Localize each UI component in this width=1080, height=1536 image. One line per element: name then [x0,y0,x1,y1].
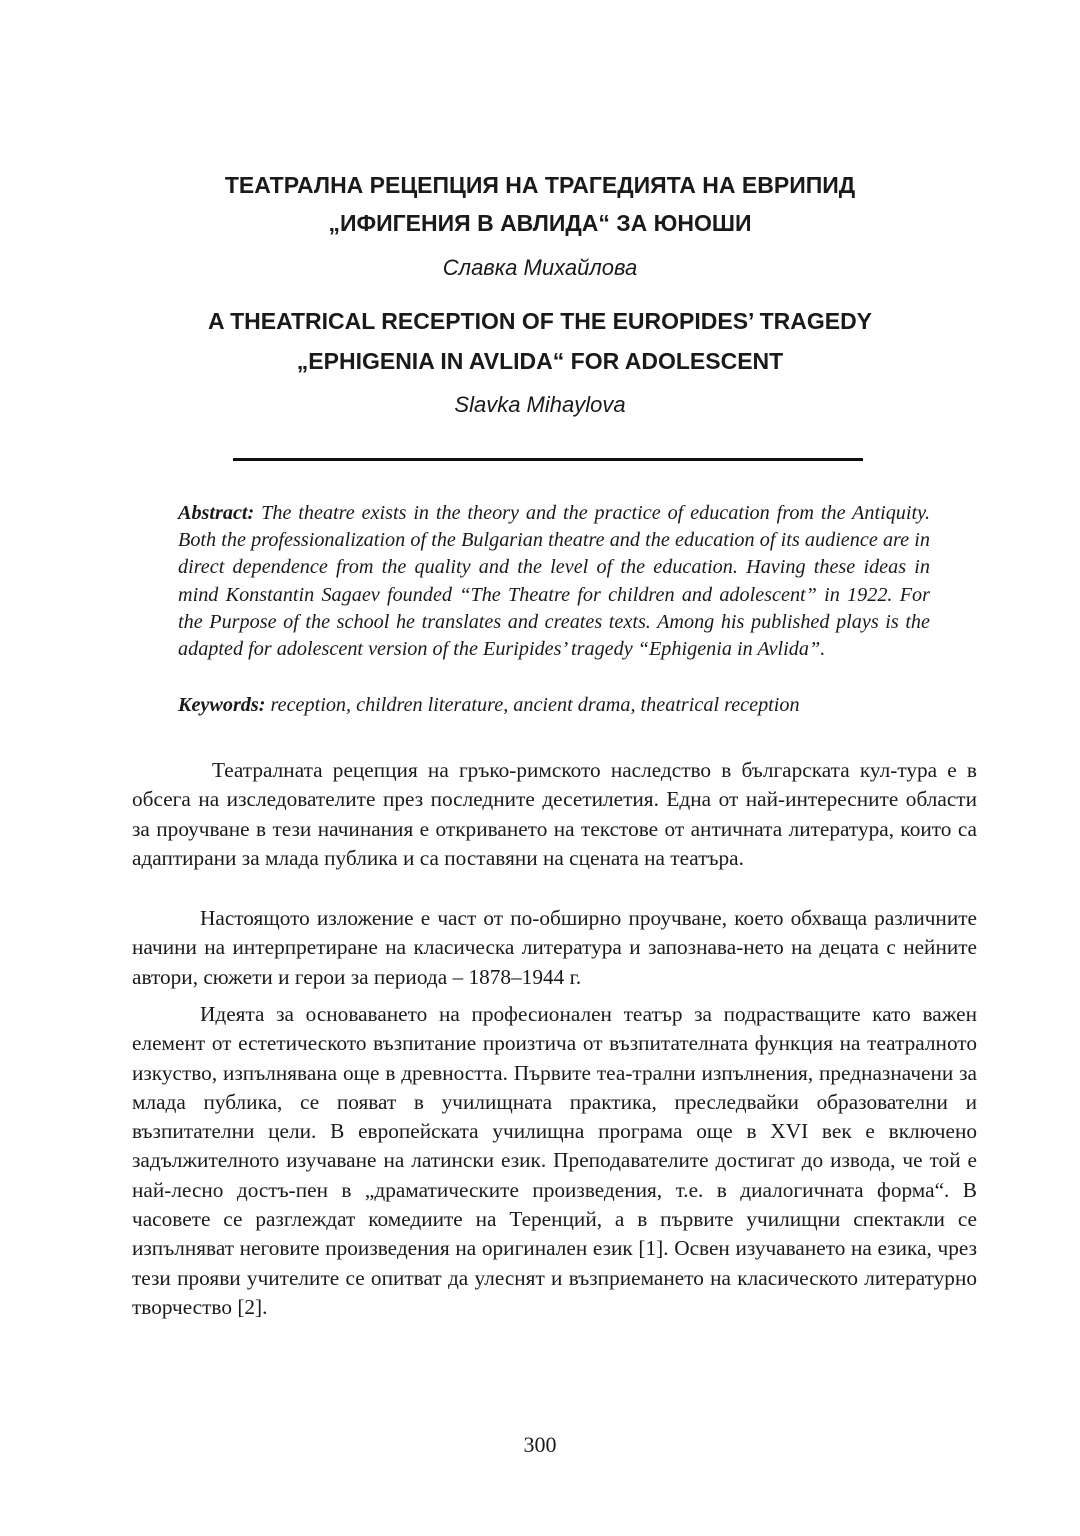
author-english: Slavka Mihaylova [454,392,626,417]
abstract [178,500,930,663]
title-bulgarian-line-2: „ИФИГЕНИЯ В АВЛИДА“ ЗА ЮНОШИ [328,210,752,236]
abstract-label: Abstract: [178,502,255,524]
title-bulgarian-line-1: ТЕАТРАЛНА РЕЦЕПЦИЯ НА ТРАГЕДИЯТА НА ЕВРИПИД [224,172,856,198]
keywords-text: reception, children literature, ancient drama, theatrical reception [265,694,800,716]
body-paragraph-3: Идеята за основаването на професионален театър за подрастващите като важен елемент от естетическото възпитание произтича от възпитателната функция на театралното изкуство, изпълнявана още в древността. Първите теа-трални изпълнения, предназначени за млада публика, се появат в училищната практика, преследвайки образователни и възпитателни цели. В европейската училищна програма още в XVI век е включено задължителното изучаване на латински език. Преподавателите достигат до извода, че той е най-лесно достъ-пен в „драматическите произведения, т.е. в диалогичната форма“. В часовете се разглеждат комедиите на Теренций, а в първите училищни спектакли се изпълняват неговите произведения на оригинален език [1]. Освен изучаването на езика, чрез тези прояви учителите се опитват да улеснят и възприемането на класическото литературно творчество [2]. [132,1002,977,1319]
keywords [178,692,938,719]
abstract-text: The theatre exists in the theory and the practice of education from the Antiquity. Both the professionalization of the Bulgarian theatre and the education of its audience are in direct dependence from the quality and the level of the education. Having these ideas in mind Konstantin Sagaev founded “The Theatre for children and adolescent” in 1922. For the Purpose of the school he translates and creates texts. Among his published plays is the adapted for adolescent version of the Euripides’ tragedy “Ephigenia in Avlida”. [178,502,930,661]
title-english-line-2: „EPHIGENIA IN AVLIDA“ FOR ADOLESCENT [296,348,784,374]
keywords-label: Keywords: [178,694,266,716]
title-english-line-1: A THEATRICAL RECEPTION OF THE EUROPIDES’ TRAGEDY [207,308,873,334]
title-divider [233,458,863,461]
author-bulgarian: Славка Михайлова [442,255,638,280]
page-number: 300 [523,1432,557,1457]
body-paragraph-2: Настоящото изложение е част от по-обширно проучване, което обхваща различните начини на интерпретиране на класическа литература и запознава-нето на децата с нейните автори, сюжети и герои за периода – 1878–1944 г. [132,906,977,989]
body-paragraph-1: Театралната рецепция на гръко-римското наследство в българската кул-тура е в обсега на изследователите през последните десетилетия. Една от най-интересните области за проучване в тези начинания е откриването на текстове от античната литература, които са адаптирани за млада публика и са поставяни на сцената на театъра. [132,758,977,870]
